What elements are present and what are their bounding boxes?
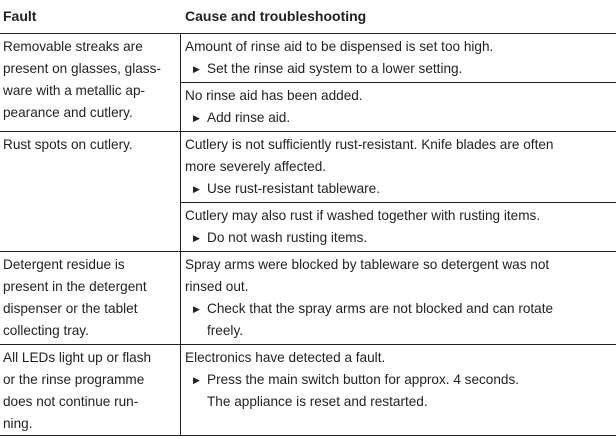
cause-cell [181, 132, 616, 251]
fault-line: ware with a metallic ap- [3, 83, 146, 98]
cause-block [181, 252, 616, 344]
header-fault: Fault [3, 8, 37, 24]
fault-line: Detergent residue is [3, 257, 125, 272]
remedy-text [207, 298, 616, 342]
remedy-line: Set the rinse aid system to a lower setting. [207, 61, 463, 76]
remedy-text [207, 58, 616, 80]
cause-line: Cutlery may also rust if washed together with rusting items. [185, 208, 541, 223]
remedy-line: The appliance is reset and restarted. [207, 394, 428, 409]
right-triangle-icon: ▶ [193, 375, 200, 385]
fault-line: present on glasses, glass- [3, 61, 161, 76]
remedy-line: Press the main switch button for approx. 4 seconds. [207, 372, 520, 387]
right-triangle-icon: ▶ [193, 64, 200, 74]
fault-line: or the rinse programme [3, 372, 145, 387]
cause-line: Electronics have detected a fault. [185, 350, 386, 365]
cause-block [181, 82, 616, 131]
cause-line: rinsed out. [185, 279, 249, 294]
remedy-line: Check that the spray arms are not blocked and can rotate [207, 301, 554, 316]
right-triangle-icon: ▶ [193, 233, 200, 243]
cause-block [181, 132, 616, 202]
remedy-text [207, 107, 616, 129]
fault-cell [0, 132, 181, 251]
fault-line: ning. [3, 416, 33, 431]
fault-line: does not continue run- [3, 394, 139, 409]
cause-cell [181, 252, 616, 344]
fault-cell [0, 34, 181, 131]
cause-line: more severely affected. [185, 159, 327, 174]
remedy-line: freely. [207, 323, 244, 338]
table-row [0, 34, 616, 132]
cause-block [181, 345, 616, 415]
remedy-line: Do not wash rusting items. [207, 230, 368, 245]
right-triangle-icon: ▶ [193, 184, 200, 194]
table-row [0, 132, 616, 252]
cause-line: Amount of rinse aid to be dispensed is set too high. [185, 39, 494, 54]
table-row [0, 345, 616, 436]
right-triangle-icon: ▶ [193, 304, 200, 314]
right-triangle-icon: ▶ [193, 113, 200, 123]
fault-line: Rust spots on cutlery. [3, 137, 133, 152]
table-header [0, 0, 616, 34]
cause-block [181, 34, 616, 82]
remedy-step [185, 107, 616, 129]
remedy-step [185, 227, 616, 249]
cause-line: No rinse aid has been added. [185, 88, 363, 103]
remedy-step [185, 58, 616, 80]
remedy-text [207, 178, 616, 200]
fault-line: dispenser or the tablet [3, 301, 138, 316]
remedy-step [185, 298, 616, 342]
fault-cell [0, 345, 181, 435]
fault-cell [0, 252, 181, 344]
fault-line: All LEDs light up or flash [3, 350, 152, 365]
fault-line: pearance and cutlery. [3, 105, 133, 120]
cause-block [181, 202, 616, 251]
remedy-line: Use rust-resistant tableware. [207, 181, 381, 196]
fault-line: collecting tray. [3, 323, 89, 338]
cause-line: Cutlery is not sufficiently rust-resistant. Knife blades are often [185, 137, 554, 152]
fault-line: present in the detergent [3, 279, 147, 294]
remedy-line: Add rinse aid. [207, 110, 291, 125]
fault-line: Removable streaks are [3, 39, 143, 54]
remedy-text [207, 227, 616, 249]
remedy-text [207, 369, 616, 413]
remedy-step [185, 369, 616, 413]
remedy-step [185, 178, 616, 200]
cause-cell [181, 34, 616, 131]
cause-line: Spray arms were blocked by tableware so detergent was not [185, 257, 550, 272]
table-row [0, 252, 616, 345]
cause-cell [181, 345, 616, 435]
header-cause: Cause and troubleshooting [185, 8, 367, 24]
